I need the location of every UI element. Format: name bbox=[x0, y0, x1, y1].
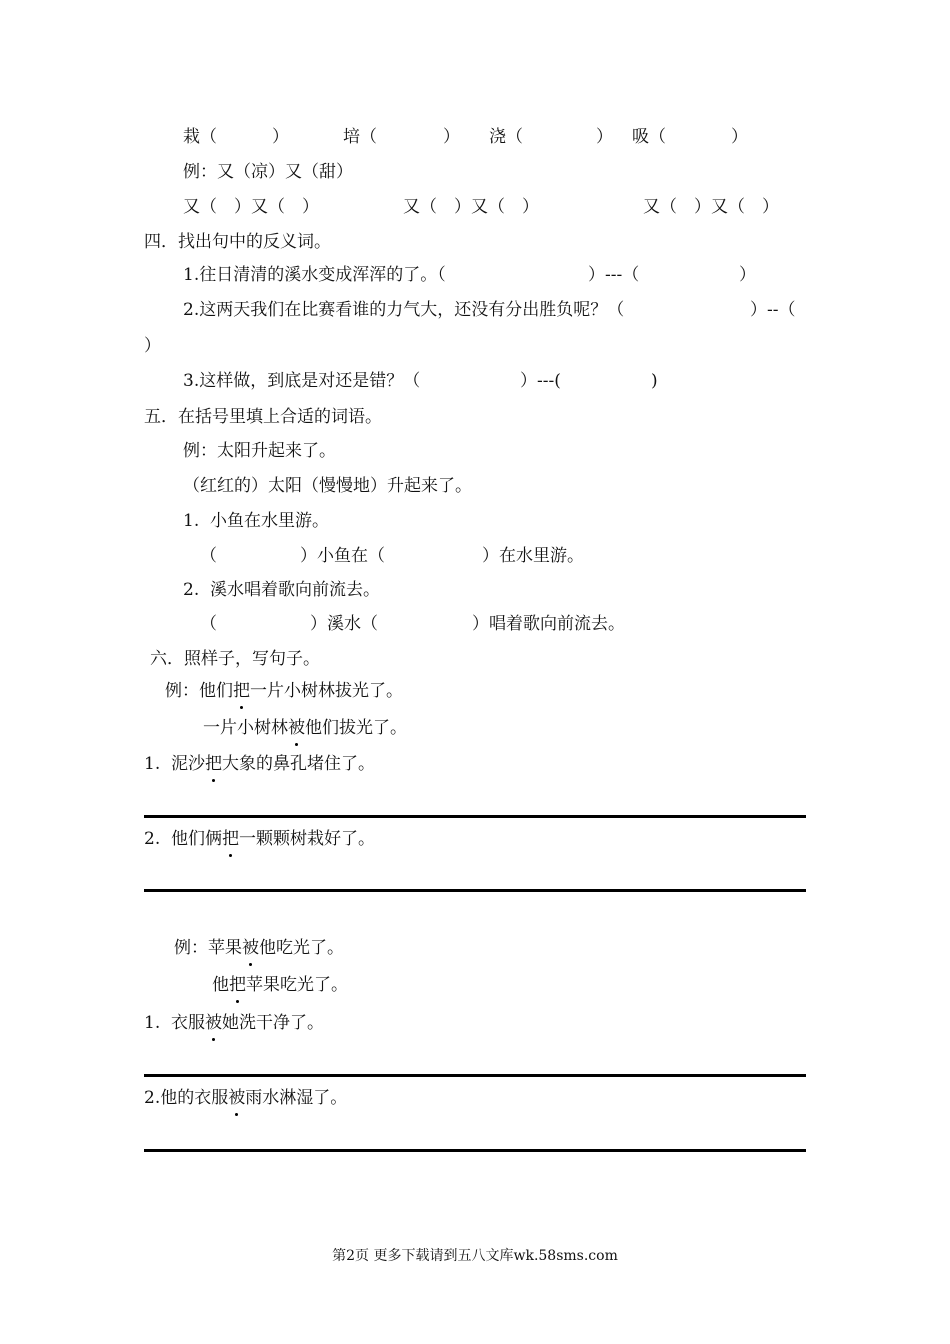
answer-line-1[interactable] bbox=[144, 815, 806, 818]
char-jiao: 浇（ bbox=[489, 127, 523, 147]
char-jiao-close: ） bbox=[596, 127, 613, 147]
s5-q1-mid: ）小鱼在（ bbox=[300, 546, 385, 566]
s6-q1: 1. 泥沙把大象的鼻孔堵住了。 bbox=[144, 754, 376, 774]
s4-q2-end: ） bbox=[144, 336, 161, 356]
s4-q3: 3.这样做，到底是对还是错？（ bbox=[183, 371, 421, 391]
s5-q2: 2. 溪水唱着歌向前流去。 bbox=[183, 580, 381, 600]
s4-q1: 1.往日清清的溪水变成浑浑的了。（ bbox=[183, 265, 446, 285]
s4-q3-end: ) bbox=[651, 371, 658, 391]
char-pei: 培（ bbox=[343, 127, 377, 147]
char-zai-close: ） bbox=[272, 127, 289, 147]
blank-you-1: 又（ ）又（ ） bbox=[183, 197, 319, 217]
s5-q1: 1. 小鱼在水里游。 bbox=[183, 511, 330, 531]
char-xi: 吸（ bbox=[632, 127, 666, 147]
section-5-title: 五．在括号里填上合适的词语。 bbox=[144, 407, 382, 427]
section-4-title: 四．找出句中的反义词。 bbox=[144, 232, 331, 252]
s5-q2-end: ）唱着歌向前流去。 bbox=[472, 614, 625, 634]
page-footer: 第2页 更多下载请到五八文库wk.58sms.com bbox=[332, 1248, 618, 1264]
example-adj: 例：又（凉）又（甜） bbox=[183, 162, 353, 182]
s4-q1-end: ） bbox=[739, 265, 756, 285]
answer-line-4[interactable] bbox=[144, 1149, 806, 1152]
char-pei-close: ） bbox=[443, 127, 460, 147]
answer-line-3[interactable] bbox=[144, 1074, 806, 1077]
s6-q2: 2. 他们俩把一颗颗树栽好了。 bbox=[144, 829, 376, 849]
s6-example-2: 例：苹果被他吃光了。 bbox=[174, 938, 344, 958]
s5-example-2: （红红的）太阳（慢慢地）升起来了。 bbox=[183, 476, 472, 496]
s5-q1-end: ）在水里游。 bbox=[482, 546, 584, 566]
s4-q2: 2.这两天我们在比赛看谁的力气大，还没有分出胜负呢？（ bbox=[183, 300, 625, 320]
section-6-title: 六．照样子，写句子。 bbox=[150, 649, 320, 669]
answer-line-2[interactable] bbox=[144, 889, 806, 892]
s6-example-1b: 一片小树林被他们拔光了。 bbox=[203, 718, 407, 738]
s6-example-2b: 他把苹果吃光了。 bbox=[212, 975, 348, 995]
s5-q2-open: （ bbox=[200, 614, 217, 634]
char-zai: 栽（ bbox=[183, 127, 217, 147]
s6-q3: 1. 衣服被她洗干净了。 bbox=[144, 1013, 325, 1033]
s5-q2-mid: ）溪水（ bbox=[310, 614, 378, 634]
s4-q1-mid: ）---（ bbox=[588, 265, 640, 285]
blank-you-3: 又（ ）又（ ） bbox=[643, 197, 779, 217]
s4-q3-mid: ）---( bbox=[520, 371, 561, 391]
s6-q4: 2.他的衣服被雨水淋湿了。 bbox=[144, 1088, 348, 1108]
char-xi-close: ） bbox=[731, 127, 748, 147]
s4-q2-mid: ）--（ bbox=[750, 300, 796, 320]
s5-q1-open: （ bbox=[200, 546, 217, 566]
blank-you-2: 又（ ）又（ ） bbox=[403, 197, 539, 217]
s6-example-1: 例：他们把一片小树林拔光了。 bbox=[165, 681, 403, 701]
s5-example-1: 例：太阳升起来了。 bbox=[183, 441, 336, 461]
